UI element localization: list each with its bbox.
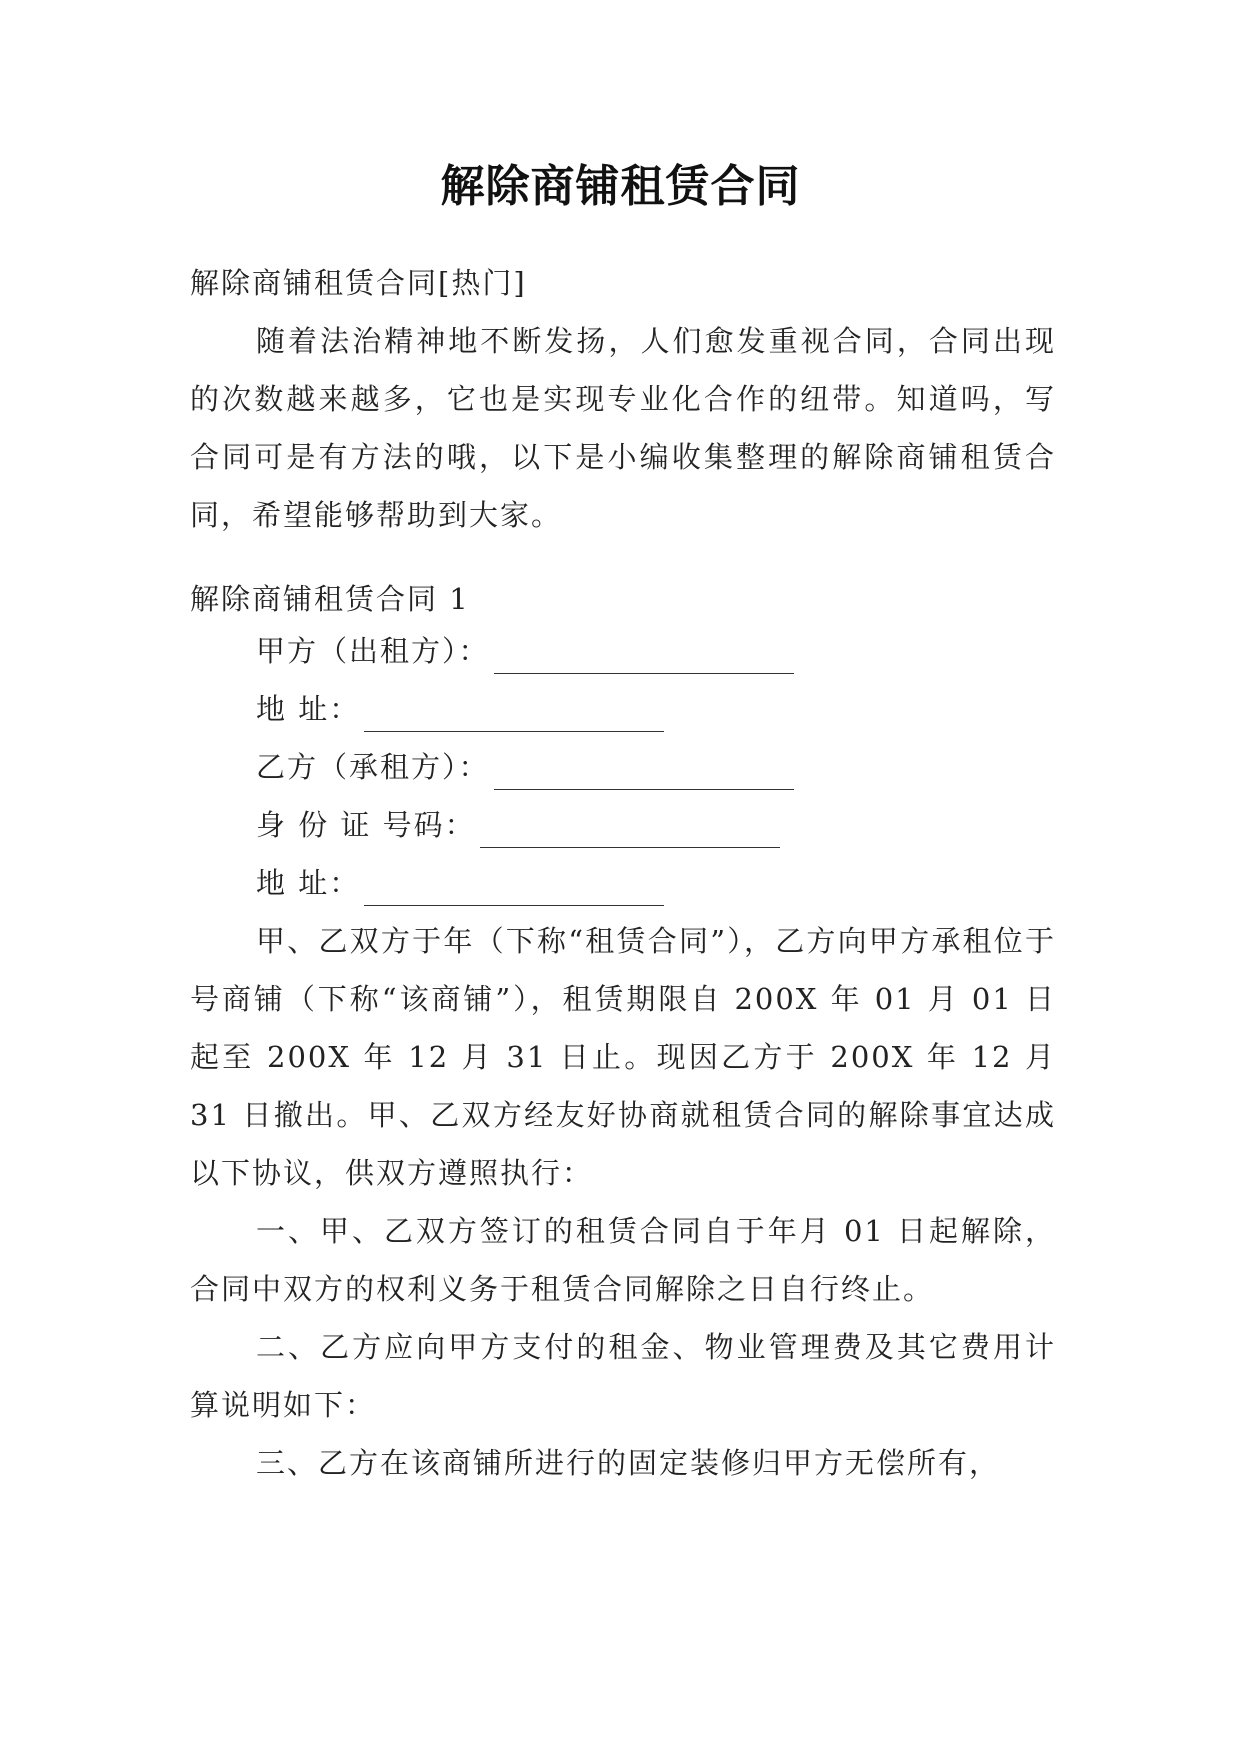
party-b-blank xyxy=(494,749,794,790)
document-subtitle: 解除商铺租赁合同[热门] xyxy=(190,266,527,300)
paragraph-1: 甲、乙双方于年（下称“租赁合同”），乙方向甲方承租位于 号商铺（下称“该商铺”），租赁期限自 200X 年 01 月 01 日起至 200X 年 12 月 31 日止。现因乙方于 200X 年 12 月 31 日撤出。甲、乙双方经友好协商就租赁合同的解除事宜达成以下协议，供双方遵照执行： xyxy=(190,924,1056,1190)
address-1-label: 地 址： xyxy=(256,692,361,726)
address-1-field xyxy=(256,680,664,738)
address-2-label: 地 址： xyxy=(256,866,361,900)
address-1-blank xyxy=(364,691,664,732)
party-a-label: 甲方（出租方）： xyxy=(256,634,490,668)
clause-1: 一、甲、乙双方签订的租赁合同自于年月 01 日起解除，合同中双方的权利义务于租赁合同解除之日自行终止。 xyxy=(190,1214,1056,1306)
document-title: 解除商铺租赁合同 xyxy=(440,161,801,212)
party-a-field xyxy=(256,622,794,680)
id-number-blank xyxy=(480,807,780,848)
clause-3: 三、乙方在该商铺所进行的固定装修归甲方无偿所有， xyxy=(256,1446,1001,1480)
section-heading: 解除商铺租赁合同 1 xyxy=(190,582,470,616)
address-2-field xyxy=(256,854,664,912)
clause-2: 二、乙方应向甲方支付的租金、物业管理费及其它费用计算说明如下： xyxy=(190,1330,1056,1422)
id-number-field xyxy=(256,796,780,854)
party-a-blank xyxy=(494,633,794,674)
party-b-label: 乙方（承租方）： xyxy=(256,750,490,784)
address-2-blank xyxy=(364,865,664,906)
party-b-field xyxy=(256,738,794,796)
id-number-label: 身 份 证 号码： xyxy=(256,808,476,842)
intro-paragraph: 随着法治精神地不断发扬，人们愈发重视合同，合同出现的次数越来越多，它也是实现专业化合作的纽带。知道吗，写合同可是有方法的哦，以下是小编收集整理的解除商铺租赁合同，希望能够帮助到大家。 xyxy=(190,324,1056,532)
